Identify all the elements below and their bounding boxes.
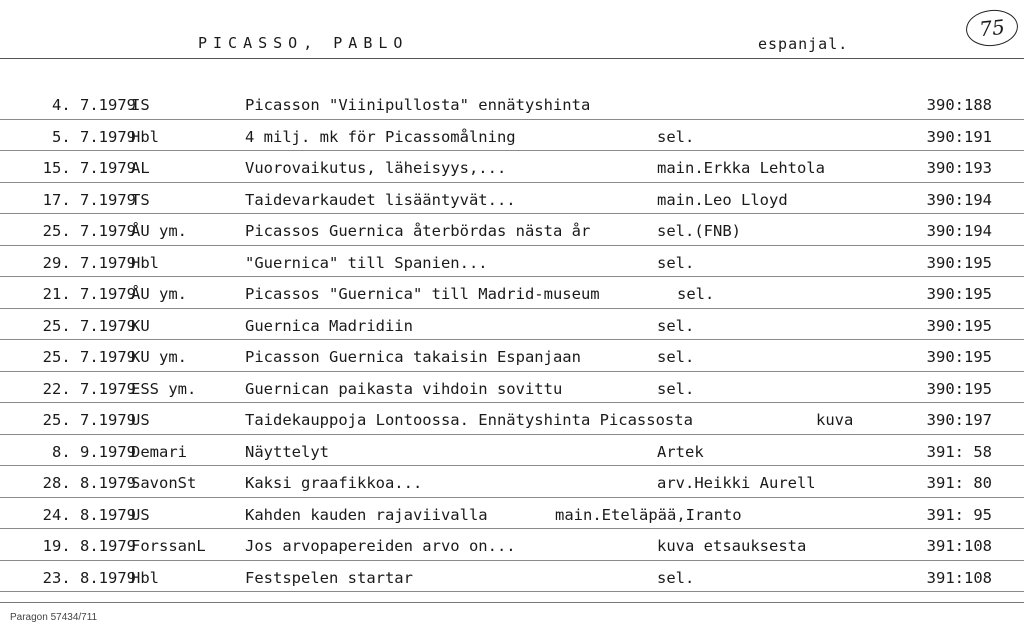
entry-ref: 391:108 (926, 568, 992, 587)
entry-date: 25. 7.1979 (42, 411, 136, 429)
entry-date: 19. 8.1979 (42, 537, 136, 555)
entry-ref: 391: 80 (926, 474, 992, 492)
entry-date: 8. 9.1979 (52, 442, 136, 461)
entry-date: 21. 7.1979 (42, 285, 136, 303)
entry-title: Picassos "Guernica" till Madrid-museum (245, 285, 600, 303)
entry-ref: 390:193 (926, 159, 992, 177)
entry-title: 4 milj. mk för Picassomålning (245, 127, 516, 146)
entry-row (0, 88, 1024, 120)
entry-source: Hbl (131, 568, 159, 587)
entry-source: ForssanL (131, 537, 206, 555)
entry-note: main.Leo Lloyd (657, 190, 788, 209)
entry-title: Festspelen startar (245, 568, 413, 587)
entry-ref: 390:194 (926, 222, 992, 240)
entry-ref: 390:195 (926, 316, 992, 335)
card-title-name: PICASSO, PABLO (198, 34, 409, 52)
entry-ref: 390:194 (926, 190, 992, 209)
entry-row (0, 561, 1024, 593)
entry-row (0, 183, 1024, 215)
entry-row (0, 340, 1024, 372)
entry-row (0, 403, 1024, 435)
entry-ref: 390:188 (926, 96, 992, 114)
entry-date: 4. 7.1979 (52, 96, 136, 114)
printer-imprint: Paragon 57434/711 (10, 612, 98, 623)
entry-title: Kahden kauden rajaviivalla (245, 505, 488, 524)
entry-row (0, 529, 1024, 561)
entry-title: Vuorovaikutus, läheisyys,... (245, 159, 507, 177)
entry-row (0, 214, 1024, 246)
entry-row (0, 498, 1024, 530)
entry-date: 5. 7.1979 (52, 127, 136, 146)
entry-note: main.Eteläpää,Iranto (555, 505, 742, 524)
entry-title: Picassos Guernica återbördas nästa år (245, 222, 591, 240)
page-number-circle: 75 (964, 7, 1019, 48)
entry-note: sel. (657, 316, 695, 335)
entry-date: 15. 7.1979 (42, 159, 136, 177)
entry-title: Kaksi graafikkoa... (245, 474, 423, 492)
entry-date: 25. 7.1979 (42, 348, 136, 366)
entry-date: 25. 7.1979 (42, 222, 136, 240)
entry-note: sel. (657, 379, 695, 398)
entry-title: "Guernica" till Spanien... (245, 253, 488, 272)
entry-row (0, 246, 1024, 278)
entry-row (0, 309, 1024, 341)
entry-note: sel. (657, 127, 695, 146)
footer-rule (0, 602, 1024, 603)
entry-ref: 390:197 (926, 411, 992, 429)
entry-note: sel. (657, 348, 695, 366)
nationality-label: espanjal. (758, 35, 849, 53)
entry-ref: 390:195 (926, 348, 992, 366)
entry-note: kuva etsauksesta (657, 537, 807, 555)
entry-source: SavonSt (131, 474, 197, 492)
entry-date: 23. 8.1979 (42, 568, 136, 587)
entry-row (0, 120, 1024, 152)
entry-ref: 391: 95 (926, 505, 992, 524)
entry-ref: 391:108 (926, 537, 992, 555)
entry-ref: 390:195 (926, 379, 992, 398)
entry-title: Picasson "Viinipullosta" ennätyshinta (245, 96, 591, 114)
entry-date: 29. 7.1979 (42, 253, 136, 272)
entry-source: KU ym. (131, 348, 187, 366)
entry-source: Demari (131, 442, 187, 461)
entry-source: US (131, 411, 150, 429)
entry-row (0, 151, 1024, 183)
entry-ref: 390:195 (926, 253, 992, 272)
entry-title: Guernica Madridiin (245, 316, 413, 335)
entry-source: KU (131, 316, 150, 335)
entry-date: 28. 8.1979 (42, 474, 136, 492)
entry-row (0, 466, 1024, 498)
entry-title: Jos arvopapereiden arvo on... (245, 537, 516, 555)
entry-note: kuva (816, 411, 854, 429)
entry-source: Hbl (131, 127, 159, 146)
entry-source: ESS ym. (131, 379, 197, 398)
entry-title: Taidevarkaudet lisääntyvät... (245, 190, 516, 209)
entry-source: US (131, 505, 150, 524)
entry-source: ÅU ym. (131, 222, 187, 240)
entry-note: main.Erkka Lehtola (657, 159, 825, 177)
entry-ref: 391: 58 (926, 442, 992, 461)
entry-title: Picasson Guernica takaisin Espanjaan (245, 348, 581, 366)
entry-title: Näyttelyt (245, 442, 329, 461)
entry-source: ÅU ym. (131, 285, 187, 303)
entry-title: Guernican paikasta vihdoin sovittu (245, 379, 563, 398)
entry-ref: 390:191 (926, 127, 992, 146)
entry-note: sel. (657, 253, 695, 272)
entry-note: arv.Heikki Aurell (657, 474, 816, 492)
entry-source: Hbl (131, 253, 159, 272)
entry-ref: 390:195 (926, 285, 992, 303)
entry-row (0, 435, 1024, 467)
entry-source: TS (131, 190, 150, 209)
entry-source: IS (131, 96, 150, 114)
entry-row (0, 372, 1024, 404)
header-rule (0, 58, 1024, 59)
entry-date: 22. 7.1979 (42, 379, 136, 398)
entry-date: 17. 7.1979 (42, 190, 136, 209)
entry-date: 24. 8.1979 (42, 505, 136, 524)
entry-note: sel. (657, 568, 695, 587)
entry-source: AL (131, 159, 150, 177)
entry-note: Artek (657, 442, 704, 461)
entry-note: sel. (677, 285, 715, 303)
entry-row (0, 277, 1024, 309)
entry-title: Taidekauppoja Lontoossa. Ennätyshinta Picassosta (245, 411, 693, 429)
entry-note: sel.(FNB) (657, 222, 741, 240)
entry-list (0, 88, 1024, 592)
entry-date: 25. 7.1979 (42, 316, 136, 335)
